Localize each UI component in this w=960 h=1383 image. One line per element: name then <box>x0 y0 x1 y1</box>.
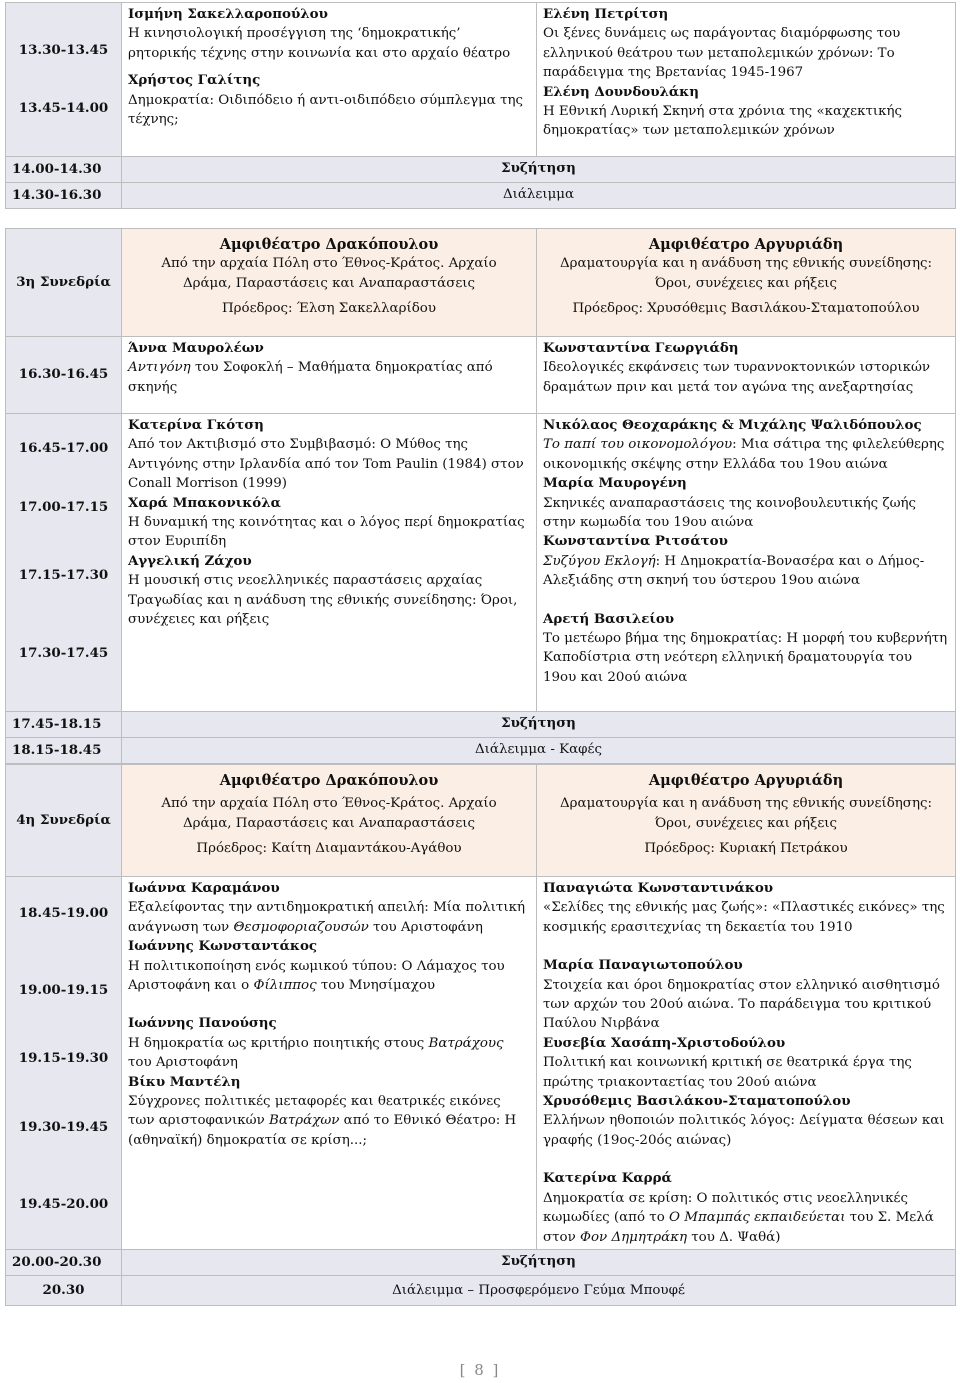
time-label: 19.30-19.45 <box>18 1119 109 1135</box>
chair-label: Πρόεδρος: Έλση Σακελλαρίδου <box>222 301 436 317</box>
speaker-name: Νικόλαος Θεοχαράκης & Μιχάλης Ψαλιδόπουλος <box>543 417 922 433</box>
chair-label: Πρόεδρος: Καίτη Διαμαντάκου-Αγάθου <box>196 841 462 857</box>
speaker-name: Αγγελική Ζάχου <box>128 552 252 569</box>
chair-label: Πρόεδρος: Κυριακή Πετράκου <box>644 841 848 857</box>
talk-title-italic: Ο Μπαμπάς εκπαιδεύεται <box>669 1210 846 1226</box>
time-label: 13.30-13.45 <box>18 41 109 58</box>
speaker-name: Ιωάννα Καραμάνου <box>128 880 280 896</box>
hall-name: Αμφιθέατρο Δρακόπουλου <box>219 772 439 789</box>
time-label: 17.30-17.45 <box>18 645 109 661</box>
discussion-time: 14.00-14.30 <box>6 157 122 183</box>
talk-title: Η πολιτικοποίηση ενός κωμικού τύπου: Ο Λάμαχος του Αριστοφάνη και ο <box>128 958 505 994</box>
time-label: 17.15-17.30 <box>18 567 109 583</box>
discussion-time: 20.00-20.30 <box>6 1249 122 1275</box>
session3-table <box>5 228 956 764</box>
speaker-name: Κωνσταντίνα Γεωργιάδη <box>543 340 739 356</box>
session-theme: Από την αρχαία Πόλη στο Έθνος-Κράτος. Αρχαίο Δράμα, Παραστάσεις και Αναπαραστάσεις <box>161 796 497 831</box>
break-label: Διάλειμμα - Καφές <box>122 738 956 764</box>
talk-title-italic: Αντιγόνη <box>128 360 191 376</box>
hall-name: Αμφιθέατρο Αργυριάδη <box>648 772 844 789</box>
speaker-name: Μαρία Μαυρογένη <box>543 475 687 492</box>
talk-cell <box>122 877 537 1250</box>
speaker-name: Ισμήνη Σακελλαροπούλου <box>128 6 328 22</box>
talk-cell <box>537 337 956 414</box>
time-label: 17.00-17.15 <box>18 499 109 515</box>
speaker-name: Κατερίνα Καρρά <box>543 1170 672 1187</box>
page-number: [ 8 ] <box>459 1361 501 1379</box>
time-cell <box>6 3 122 157</box>
talk-title: Πολιτική και κοινωνική κριτική σε θεατρικά έργα της πρώτης τριακονταετίας του 20ού αιώνα <box>543 1055 912 1090</box>
talk-title: του Σ. Μελά στον <box>543 1210 934 1245</box>
speaker-name: Κωνσταντίνα Ριτσάτου <box>543 533 728 550</box>
talk-title: του Μνησίμαχου <box>316 978 436 994</box>
talk-title: Σύγχρονες πολιτικές μεταφορές και θεατρικές εικόνες των αριστοφανικών <box>128 1094 501 1129</box>
session-label: 4η Συνεδρία <box>6 765 122 877</box>
time-label: 19.15-19.30 <box>18 1050 109 1066</box>
talk-title: Η δημοκρατία ως κριτήριο ποιητικής στους <box>128 1035 429 1051</box>
chair-label: Πρόεδρος: Χρυσόθεμις Βασιλάκου-Σταματοπούλου <box>572 301 920 317</box>
talk-title: Από τον Ακτιβισμό στο Συμβιβασμό: Ο Μύθος της Αντιγόνης στην Ιρλανδία από τον Tom Paulin (1984) στον Conall Morrison (1999) <box>128 437 524 492</box>
speaker-name: Άννα Μαυρολέων <box>128 340 264 356</box>
discussion-time: 17.45-18.15 <box>6 712 122 738</box>
time-label: 16.45-17.00 <box>18 440 109 456</box>
talk-cell <box>122 414 537 712</box>
discussion-label: Συζήτηση <box>122 1249 956 1275</box>
speaker-name: Ευσεβία Χασάπη-Χριστοδούλου <box>543 1034 786 1051</box>
session4-table <box>5 764 956 1306</box>
talk-title: του Δ. Ψαθά) <box>687 1229 781 1245</box>
time-cell: 16.30-16.45 <box>6 337 122 414</box>
time-label: 18.45-19.00 <box>18 905 109 921</box>
hall-right-header <box>537 229 956 337</box>
session-theme: Από την αρχαία Πόλη στο Έθνος-Κράτος. Αρχαίο Δράμα, Παραστάσεις και Αναπαραστάσεις <box>161 256 497 291</box>
final-time: 20.30 <box>6 1275 122 1305</box>
talk-cell <box>537 414 956 712</box>
speaker-name: Βίκυ Μαντέλη <box>128 1073 241 1090</box>
speaker-name: Αρετή Βασιλείου <box>543 610 675 627</box>
hall-left-header <box>122 765 537 877</box>
hall-right-header <box>537 765 956 877</box>
session-theme: Δραματουργία και η ανάδυση της εθνικής συνείδησης: Όροι, συνέχειες και ρήξεις <box>559 256 932 291</box>
talk-title: Ελλήνων ηθοποιών πολιτικός λόγος: Δείγματα θέσεων και γραφής (19ος-20ός αιώνας) <box>543 1113 945 1148</box>
talk-title: από το Εθνικό Θέατρο: Η (αθηναϊκή) δημοκρατία σε κρίση...; <box>128 1113 517 1148</box>
right-talks-cell <box>537 3 956 157</box>
final-break-label: Διάλειμμα – Προσφερόμενο Γεύμα Μπουφέ <box>122 1275 956 1305</box>
discussion-label: Συζήτηση <box>122 712 956 738</box>
talk-title: του Αριστοφάνη <box>368 919 483 935</box>
talk-title-italic: Το παπί του οικονομολόγου <box>543 437 733 453</box>
talk-title: του Αριστοφάνη <box>128 1055 238 1071</box>
break-time: 18.15-18.45 <box>6 738 122 764</box>
time-label: 13.45-14.00 <box>18 99 109 116</box>
talk-title: Η κινησιολογική προσέγγιση της ‘δημοκρατικής’ ρητορικής τέχνης στην κοινωνία και στο αρχαίο θέατρο <box>128 26 511 61</box>
talk-title-italic: Βατράχων <box>269 1113 340 1129</box>
talk-title: Δημοκρατία: Οιδιπόδειο ή αντι-οιδιπόδειο σύμπλεγμα της τέχνης; <box>128 92 524 128</box>
talk-title: Στοιχεία και όροι δημοκρατίας στον ελληνικό αισθητισμό των αρχών του 20ού αιώνα. Το παράδειγμα του κριτικού Παύλου Νιρβάνα <box>543 977 940 1032</box>
time-label: 19.00-19.15 <box>18 982 109 998</box>
talk-title: Εξαλείφοντας την αντιδημοκρατική απειλή: Μία πολιτική ανάγνωση των <box>128 900 525 935</box>
time-cell <box>6 877 122 1250</box>
left-talks-cell <box>122 3 537 157</box>
talk-cell <box>122 337 537 414</box>
speaker-name: Μαρία Παναγιωτοπούλου <box>543 957 743 974</box>
speaker-name: Χρυσόθεμις Βασιλάκου-Σταματοπούλου <box>543 1093 851 1110</box>
discussion-label: Συζήτηση <box>122 157 956 183</box>
talk-title-italic: Φον Δημητράκη <box>580 1229 687 1245</box>
talk-title: : Μια σάτιρα της φιλελεύθερης οικονομικής σκέψης στην Ελλάδα του 19ου αιώνα <box>543 437 945 472</box>
talk-title: του Σοφοκλή – Μαθήματα δημοκρατίας από σκηνής <box>128 360 493 395</box>
hall-left-header <box>122 229 537 337</box>
session-theme: Δραματουργία και η ανάδυση της εθνικής συνείδησης: Όροι, συνέχειες και ρήξεις <box>559 796 932 831</box>
talk-title: Η Εθνική Λυρική Σκηνή στα χρόνια της «καχεκτικής δημοκρατίας» των μεταπολεμικών χρόνων <box>543 104 903 139</box>
time-cell <box>6 414 122 712</box>
speaker-name: Κατερίνα Γκότση <box>128 417 264 433</box>
talk-title: Το μετέωρο βήμα της δημοκρατίας: Η μορφή του κυβερνήτη Καποδίστρια στη νεότερη ελληνική δραματουργία του 19ου και 20ού αιώνα <box>543 631 948 685</box>
talk-title: «Σελίδες της εθνικής μας ζωής»: «Πλαστικές εικόνες» της κοσμικής ερασιτεχνίας τη δεκαετία του 1910 <box>543 900 945 935</box>
speaker-name: Ιωάννης Πανούσης <box>128 1015 277 1032</box>
session-label: 3η Συνεδρία <box>6 229 122 337</box>
speaker-name: Ελένη Δουνδουλάκη <box>543 83 699 100</box>
talk-title-italic: Βατράχους <box>428 1035 504 1051</box>
talk-title: Δημοκρατία σε κρίση: Ο πολιτικός στις νεοελληνικές κωμωδίες (από το <box>543 1190 908 1226</box>
hall-name: Αμφιθέατρο Δρακόπουλου <box>219 236 439 253</box>
talk-title: : Η Δημοκρατία-Βονασέρα και ο Δήμος-Αλεξιάδης στη σκηνή του ύστερου 19ου αιώνα <box>543 553 925 589</box>
break-label: Διάλειμμα <box>122 183 956 209</box>
talk-cell <box>537 877 956 1250</box>
speaker-name: Παναγιώτα Κωνσταντινάκου <box>543 880 774 896</box>
speaker-name: Χαρά Μπακονικόλα <box>128 494 281 511</box>
talk-title-italic: Συζύγου Εκλογή <box>543 553 656 569</box>
talk-title: Ιδεολογικές εκφάνσεις των τυραννοκτονικών ιστορικών δραμάτων πριν και μετά τον αγώνα της ανεξαρτησίας <box>543 360 931 395</box>
speaker-name: Ελένη Πετρίτση <box>543 6 669 22</box>
speaker-name: Ιωάννης Κωνσταντάκος <box>128 938 318 955</box>
talk-title: Οι ξένες δυνάμεις ως παράγοντας διαμόρφωσης του ελληνικού θεάτρου των μεταπολεμικών χρόνων: Το παράδειγμα της Βρετανίας 1945-1967 <box>543 26 901 81</box>
time-label: 19.45-20.00 <box>18 1196 109 1212</box>
talk-title-italic: Φίλιππος <box>253 978 317 994</box>
break-time: 14.30-16.30 <box>6 183 122 209</box>
talk-title: Η δυναμική της κοινότητας και ο λόγος περί δημοκρατίας στον Ευριπίδη <box>128 515 525 550</box>
hall-name: Αμφιθέατρο Αργυριάδη <box>648 236 844 253</box>
speaker-name: Χρήστος Γαλίτης <box>128 72 261 89</box>
talk-title: Σκηνικές αναπαραστάσεις της κοινοβουλευτικής ζωής στην κωμωδία του 19ου αιώνα <box>543 495 917 531</box>
talk-title: Η μουσική στις νεοελληνικές παραστάσεις αρχαίας Τραγωδίας και η ανάδυση της εθνικής συνείδησης: Όροι, συνέχειες και ρήξεις <box>128 573 518 628</box>
top-schedule-table <box>5 2 956 209</box>
talk-title-italic: Θεσμοφοριαζουσών <box>233 919 369 935</box>
